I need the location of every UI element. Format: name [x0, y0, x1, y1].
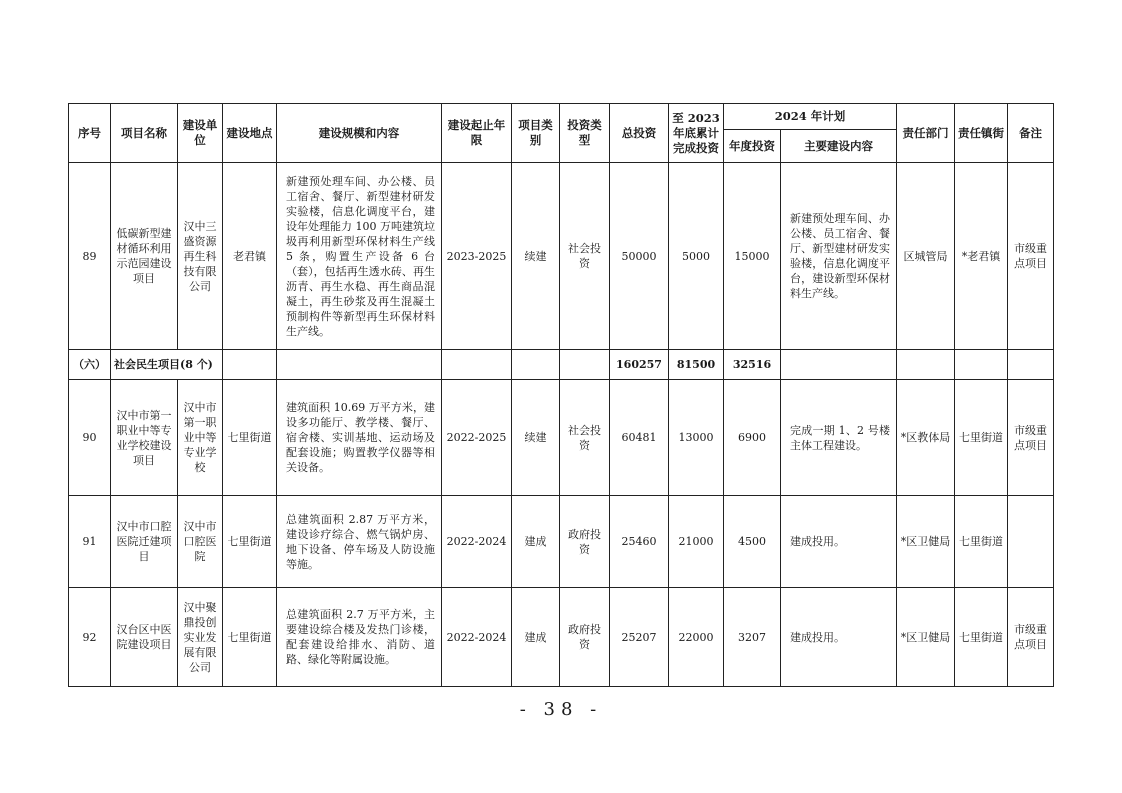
cell-main-content: 新建预处理车间、办公楼、员工宿舍、餐厅、新型建材研发实验楼，信息化调度平台，建设新型环保材料生产线。 — [781, 163, 897, 350]
cell-invest-type: 社会投资 — [560, 380, 610, 496]
header-plan-2024: 2024 年计划 — [724, 104, 897, 130]
cell-dept: *区卫健局 — [897, 496, 955, 588]
cell-remark: 市级重点项目 — [1008, 163, 1054, 350]
cell-no: 90 — [69, 380, 111, 496]
section-total: 160257 — [610, 350, 669, 380]
section-row — [69, 350, 1054, 380]
header-cumulative: 至 2023 年底累计完成投资 — [669, 104, 724, 163]
cell-category: 续建 — [512, 163, 560, 350]
cell-annual: 4500 — [724, 496, 781, 588]
cell-town: 七里街道 — [955, 588, 1008, 687]
cell-main-content: 建成投用。 — [781, 588, 897, 687]
cell-name: 汉中市第一职业中等专业学校建设项目 — [111, 380, 178, 496]
header-invest-type: 投资类型 — [560, 104, 610, 163]
header-location: 建设地点 — [223, 104, 277, 163]
cell-invest-type: 政府投资 — [560, 496, 610, 588]
cell-scope: 新建预处理车间、办公楼、员工宿舍、餐厅、新型建材研发实验楼，信息化调度平台，建设年处理能力 100 万吨建筑垃圾再利用新型环保材料生产线 5 条，购置生产设备 6 台（套），包括再生透水砖、再生沥青、再生水稳、再生商品混凝土，再生砂浆及再生混凝土预制构件等新型再生环保材料生产线。 — [277, 163, 442, 350]
cell-remark: 市级重点项目 — [1008, 380, 1054, 496]
cell-dept: *区教体局 — [897, 380, 955, 496]
cell-annual: 3207 — [724, 588, 781, 687]
cell-invest-type: 社会投资 — [560, 163, 610, 350]
cell-main-content: 建成投用。 — [781, 496, 897, 588]
cell-name: 汉台区中医院建设项目 — [111, 588, 178, 687]
cell-no: 89 — [69, 163, 111, 350]
header-remark: 备注 — [1008, 104, 1054, 163]
header-name: 项目名称 — [111, 104, 178, 163]
section-cumulative: 81500 — [669, 350, 724, 380]
header-town: 责任镇街 — [955, 104, 1008, 163]
cell-total: 25460 — [610, 496, 669, 588]
cell-scope: 建筑面积 10.69 万平方米，建设多功能厅、教学楼、餐厅、宿舍楼、实训基地、运动场及配套设施；购置教学仪器等相关设备。 — [277, 380, 442, 496]
table-row — [69, 588, 1054, 687]
cell-name: 低碳新型建材循环利用示范园建设项目 — [111, 163, 178, 350]
header-dept: 责任部门 — [897, 104, 955, 163]
cell-total: 25207 — [610, 588, 669, 687]
header-category: 项目类别 — [512, 104, 560, 163]
cell-category: 建成 — [512, 588, 560, 687]
header-main-content: 主要建设内容 — [781, 130, 897, 163]
cell-dept: *区卫健局 — [897, 588, 955, 687]
cell-period: 2022-2024 — [442, 496, 512, 588]
table-row — [69, 163, 1054, 350]
cell-unit: 汉中市口腔医院 — [178, 496, 223, 588]
cell-location: 七里街道 — [223, 380, 277, 496]
cell-location: 老君镇 — [223, 163, 277, 350]
header-total: 总投资 — [610, 104, 669, 163]
section-annual: 32516 — [724, 350, 781, 380]
cell-remark — [1008, 496, 1054, 588]
cell-period: 2022-2024 — [442, 588, 512, 687]
cell-period: 2022-2025 — [442, 380, 512, 496]
cell-town: 七里街道 — [955, 496, 1008, 588]
header-scope: 建设规模和内容 — [277, 104, 442, 163]
cell-category: 续建 — [512, 380, 560, 496]
cell-town: *老君镇 — [955, 163, 1008, 350]
section-no: （六） — [69, 350, 111, 380]
header-unit: 建设单位 — [178, 104, 223, 163]
header-period: 建设起止年限 — [442, 104, 512, 163]
project-table — [68, 103, 1054, 687]
header-row — [69, 104, 1054, 130]
section-title: 社会民生项目(8 个) — [111, 350, 223, 380]
cell-town: 七里街道 — [955, 380, 1008, 496]
cell-cumulative: 13000 — [669, 380, 724, 496]
cell-remark: 市级重点项目 — [1008, 588, 1054, 687]
cell-location: 七里街道 — [223, 496, 277, 588]
cell-no: 92 — [69, 588, 111, 687]
table-row — [69, 380, 1054, 496]
cell-location: 七里街道 — [223, 588, 277, 687]
cell-category: 建成 — [512, 496, 560, 588]
cell-cumulative: 22000 — [669, 588, 724, 687]
cell-unit: 汉中聚鼎投创实业发展有限公司 — [178, 588, 223, 687]
header-no: 序号 — [69, 104, 111, 163]
cell-main-content: 完成一期 1、2 号楼主体工程建设。 — [781, 380, 897, 496]
cell-invest-type: 政府投资 — [560, 588, 610, 687]
cell-unit: 汉中三盛资源再生科技有限公司 — [178, 163, 223, 350]
cell-scope: 总建筑面积 2.7 万平方米，主要建设综合楼及发热门诊楼，配套建设给排水、消防、道路、绿化等附属设施。 — [277, 588, 442, 687]
cell-no: 91 — [69, 496, 111, 588]
page-number: - 38 - — [519, 699, 603, 720]
cell-period: 2023-2025 — [442, 163, 512, 350]
cell-total: 60481 — [610, 380, 669, 496]
cell-total: 50000 — [610, 163, 669, 350]
cell-cumulative: 21000 — [669, 496, 724, 588]
cell-annual: 15000 — [724, 163, 781, 350]
cell-name: 汉中市口腔医院迁建项目 — [111, 496, 178, 588]
table-row — [69, 496, 1054, 588]
cell-scope: 总建筑面积 2.87 万平方米，建设诊疗综合、燃气锅炉房、地下设备、停车场及人防设施等施。 — [277, 496, 442, 588]
header-annual: 年度投资 — [724, 130, 781, 163]
cell-dept: 区城管局 — [897, 163, 955, 350]
cell-annual: 6900 — [724, 380, 781, 496]
cell-cumulative: 5000 — [669, 163, 724, 350]
cell-unit: 汉中市第一职业中等专业学校 — [178, 380, 223, 496]
